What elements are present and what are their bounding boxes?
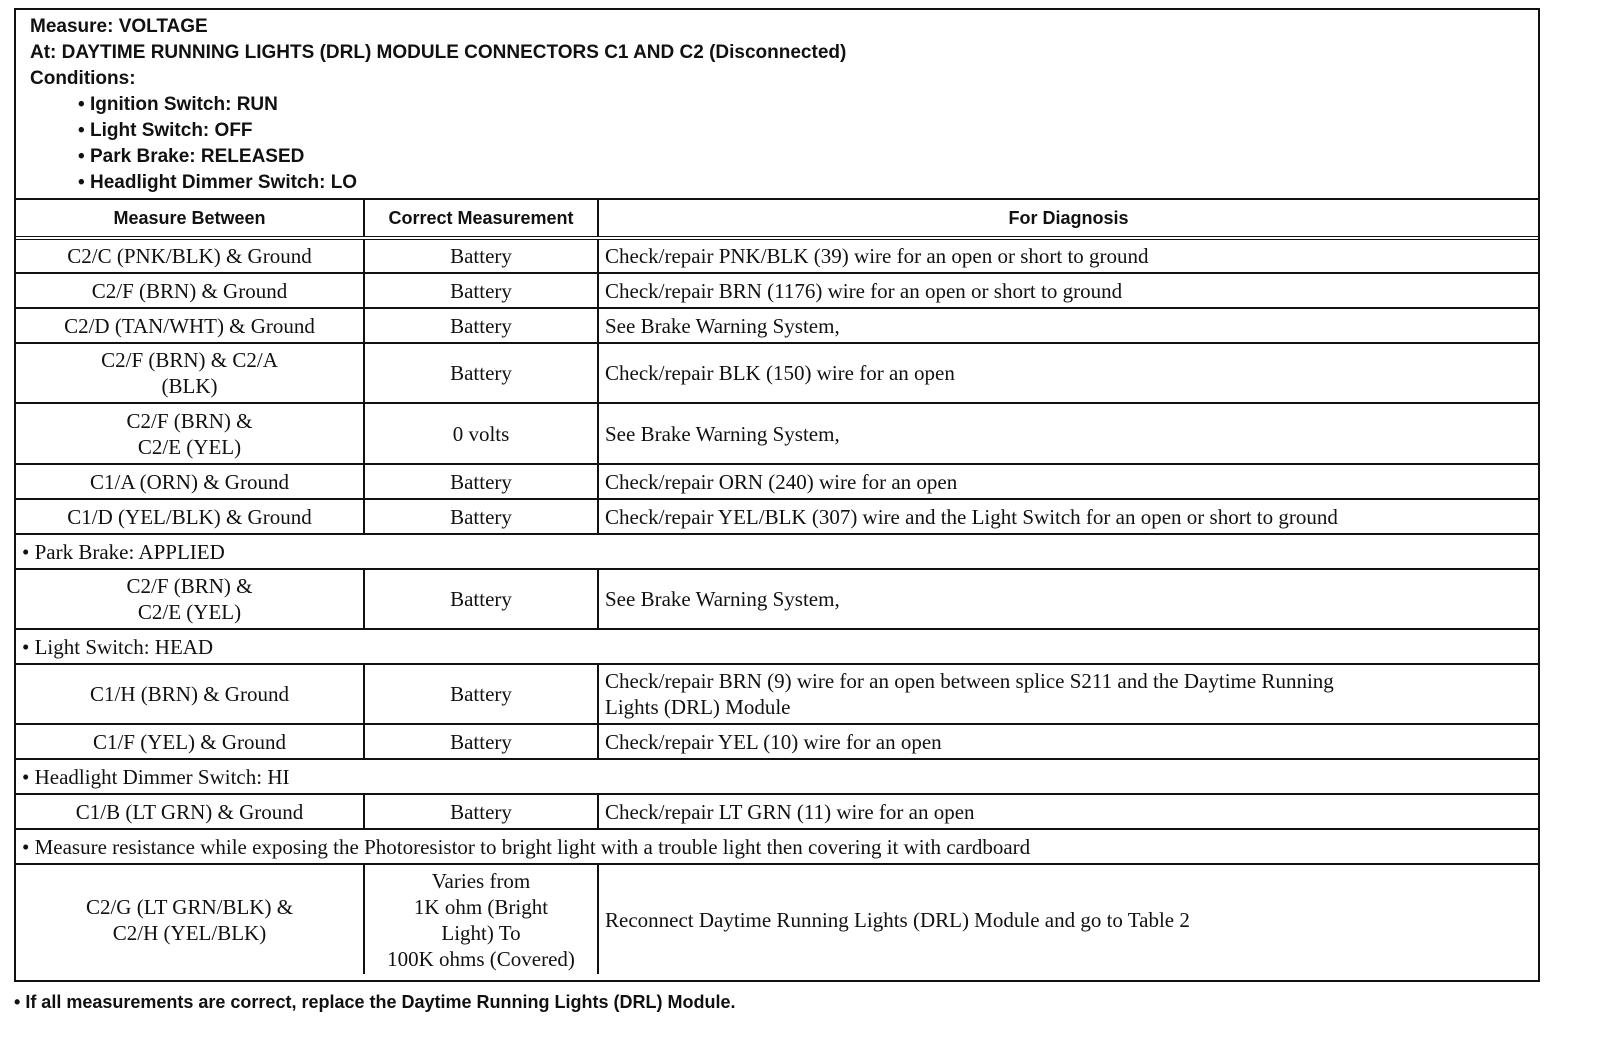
col-correct-measurement: Correct Measurement	[364, 200, 598, 238]
condition-item: • Headlight Dimmer Switch: LO	[78, 172, 358, 193]
table-row	[16, 403, 1538, 464]
correct-measurement-cell: Battery	[364, 664, 598, 724]
diagnosis-cell: Check/repair PNK/BLK (39) wire for an open or short to ground	[598, 238, 1538, 273]
voltage-test-table-frame	[14, 8, 1540, 982]
measure-between-cell	[16, 343, 364, 403]
measure-between-line: C2/F (BRN) &	[126, 574, 253, 598]
correct-measurement-cell: Battery	[364, 794, 598, 829]
section-label: • Measure resistance while exposing the Photoresistor to bright light with a trouble light then covering it with cardboard	[16, 829, 1538, 864]
table-row	[16, 569, 1538, 629]
diagnosis-cell: Check/repair YEL (10) wire for an open	[598, 724, 1538, 759]
diagnosis-cell: See Brake Warning System,	[598, 569, 1538, 629]
section-row	[16, 829, 1538, 864]
measurement-line: Varies from	[431, 868, 531, 893]
correct-measurement-cell	[364, 864, 598, 974]
measure-between-line: C2/H (YEL/BLK)	[112, 920, 267, 945]
correct-measurement-cell: Battery	[364, 464, 598, 499]
measure-between-cell: C1/A (ORN) & Ground	[16, 464, 364, 499]
measure-between-line: C2/E (YEL)	[137, 434, 242, 459]
section-row	[16, 759, 1538, 794]
measurement-table	[16, 200, 1538, 974]
table-row	[16, 864, 1538, 974]
correct-measurement-cell: Battery	[364, 238, 598, 273]
diagnosis-cell: Check/repair BLK (150) wire for an open	[598, 343, 1538, 403]
measure-between-cell	[16, 403, 364, 464]
measure-between-line: C2/G (LT GRN/BLK) &	[85, 894, 294, 919]
table-row	[16, 499, 1538, 534]
measure-between-cell: C1/H (BRN) & Ground	[16, 664, 364, 724]
measure-between-line: (BLK)	[161, 374, 218, 398]
table-row	[16, 794, 1538, 829]
section-label: • Park Brake: APPLIED	[16, 534, 1538, 569]
diagnosis-line: Lights (DRL) Module	[605, 695, 791, 719]
measure-between-cell: C1/F (YEL) & Ground	[16, 724, 364, 759]
correct-measurement-cell: 0 volts	[364, 403, 598, 464]
measure-between-line: C2/E (YEL)	[137, 600, 242, 624]
measure-between-cell: C2/C (PNK/BLK) & Ground	[16, 238, 364, 273]
measure-between-cell: C1/D (YEL/BLK) & Ground	[16, 499, 364, 534]
table-header-row	[16, 200, 1538, 238]
section-label: • Light Switch: HEAD	[16, 629, 1538, 664]
measure-between-line: C2/F (BRN) &	[126, 408, 253, 433]
table-row	[16, 724, 1538, 759]
measure-between-cell: C2/F (BRN) & Ground	[16, 273, 364, 308]
measure-between-line: C2/F (BRN) & C2/A	[101, 348, 278, 372]
diagnosis-cell: Check/repair BRN (1176) wire for an open or short to ground	[598, 273, 1538, 308]
measure-between-cell: C1/B (LT GRN) & Ground	[16, 794, 364, 829]
correct-measurement-cell: Battery	[364, 499, 598, 534]
measure-line: Measure: VOLTAGE	[30, 16, 208, 37]
correct-measurement-cell: Battery	[364, 724, 598, 759]
diagnosis-cell: Reconnect Daytime Running Lights (DRL) Module and go to Table 2	[605, 907, 1190, 932]
condition-item: • Park Brake: RELEASED	[78, 146, 305, 167]
at-line: At: DAYTIME RUNNING LIGHTS (DRL) MODULE CONNECTORS C1 AND C2 (Disconnected)	[30, 42, 847, 63]
table-row	[16, 308, 1538, 343]
measure-between-cell: C2/D (TAN/WHT) & Ground	[16, 308, 364, 343]
table-row	[16, 238, 1538, 273]
condition-item: • Ignition Switch: RUN	[78, 94, 278, 115]
measure-between-cell	[16, 569, 364, 629]
measurement-line: 100K ohms (Covered)	[387, 946, 575, 971]
measure-between-cell	[16, 864, 364, 974]
table-row	[16, 464, 1538, 499]
diagnosis-cell	[598, 664, 1538, 724]
col-for-diagnosis: For Diagnosis	[598, 200, 1538, 238]
condition-item: • Light Switch: OFF	[78, 120, 253, 141]
section-row	[16, 629, 1538, 664]
col-measure-between: Measure Between	[16, 200, 364, 238]
diagnosis-line: Check/repair BRN (9) wire for an open between splice S211 and the Daytime Running	[605, 669, 1334, 693]
measurement-line: Light) To	[441, 920, 521, 945]
measurement-line: 1K ohm (Bright	[413, 894, 549, 919]
section-row	[16, 534, 1538, 569]
correct-measurement-cell: Battery	[364, 308, 598, 343]
diagnosis-cell: Check/repair ORN (240) wire for an open	[598, 464, 1538, 499]
correct-measurement-cell: Battery	[364, 569, 598, 629]
table-row	[16, 664, 1538, 724]
diagnosis-cell: See Brake Warning System,	[598, 403, 1538, 464]
section-label: • Headlight Dimmer Switch: HI	[16, 759, 1538, 794]
footer-note: • If all measurements are correct, replace the Daytime Running Lights (DRL) Module.	[14, 992, 736, 1012]
diagnosis-cell: See Brake Warning System,	[598, 308, 1538, 343]
correct-measurement-cell: Battery	[364, 343, 598, 403]
conditions-label: Conditions:	[30, 68, 136, 89]
test-header	[16, 10, 1538, 200]
diagnosis-cell: Check/repair LT GRN (11) wire for an open	[598, 794, 1538, 829]
correct-measurement-cell: Battery	[364, 273, 598, 308]
table-row	[16, 343, 1538, 403]
diagnosis-cell: Check/repair YEL/BLK (307) wire and the Light Switch for an open or short to ground	[598, 499, 1538, 534]
table-row	[16, 273, 1538, 308]
